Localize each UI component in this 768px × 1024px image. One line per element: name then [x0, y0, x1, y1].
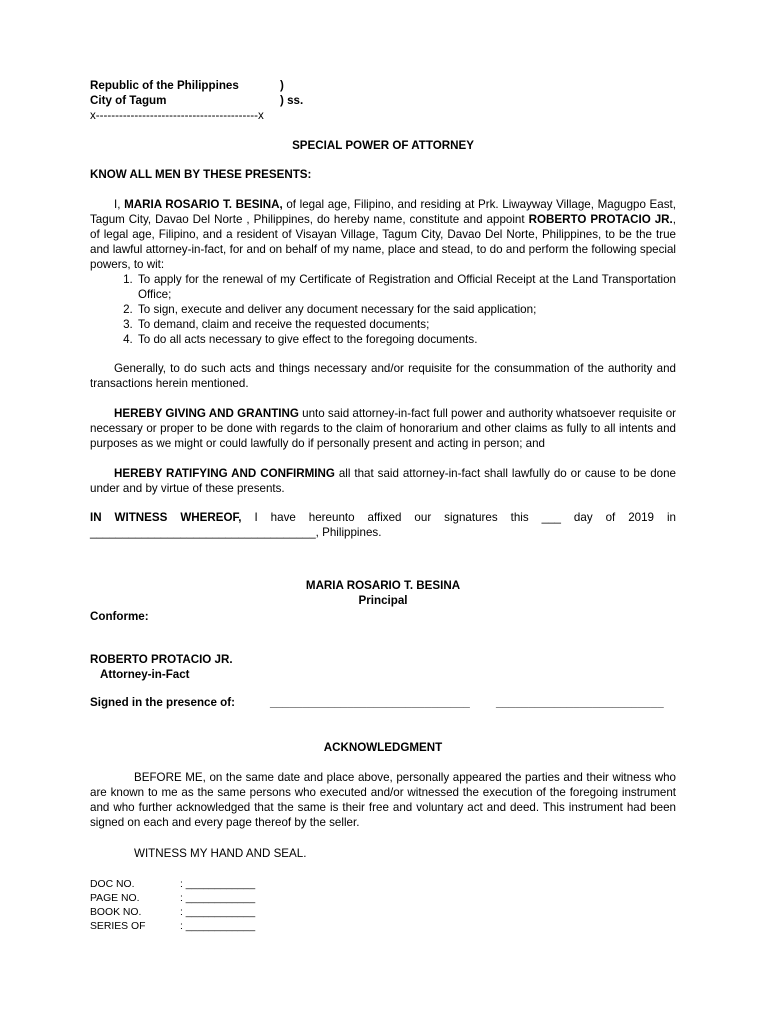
giving-granting-paragraph: HEREBY GIVING AND GRANTING unto said attorney-in-fact full power and authority whatsoever requisite or necessary or proper to be done with regards to the claim of honorarium and other claims as fully to all intents and purposes as we might or could lawfully do if personally present and acting in person; and — [90, 407, 676, 450]
intro-paragraph: I, MARIA ROSARIO T. BESINA, of legal age, Filipino, and residing at Prk. Liwayway Village, Magugpo East, Tagum City, Davao Del Norte , Philippines, do hereby name, constitute and appoint ROBERTO PROTACIO JR., of legal age, Filipino, and a resident of Visayan Village, Tagum City, Davao Del Norte, Philippines, to be the true and lawful attorney-in-fact, for and on behalf of my name, place and stead, to do and perform the following special powers, to wit: — [90, 198, 676, 271]
witness-signature-row — [90, 695, 676, 710]
power-item: 2. To sign, execute and deliver any document necessary for the said application; — [136, 302, 676, 317]
principal-name: MARIA ROSARIO T. BESINA — [305, 579, 461, 592]
attorney-name-inline: ROBERTO PROTACIO JR. — [528, 213, 673, 226]
power-item: 4. To do all acts necessary to give effect to the foregoing documents. — [136, 332, 676, 347]
generally-paragraph: Generally, to do such acts and things necessary and/or requisite for the consummation of the authority and transactions herein mentioned. — [90, 362, 676, 390]
principal-signature-block — [90, 578, 676, 608]
conforme-label: Conforme: — [90, 610, 149, 623]
principal-role: Principal — [358, 594, 408, 607]
book-no-row: BOOK NO. : ____________ — [90, 907, 256, 918]
notarial-register — [90, 878, 676, 934]
doc-no-row: DOC NO. : ____________ — [90, 879, 256, 890]
venue-caption — [90, 78, 676, 123]
acknowledgment-paragraph: BEFORE ME, on the same date and place above, personally appeared the parties and their witness who are known to me as the same persons who executed and/or witnessed the execution of the foregoing instrument and who further acknowledged that the same is their free and voluntary act and deed. This instrument had been signed on each and every page thereof by the seller. — [90, 771, 676, 829]
hand-and-seal: WITNESS MY HAND AND SEAL. — [134, 847, 307, 860]
caption-divider: x------------------------------------------x — [90, 109, 264, 122]
witness-line-2: __________________________ — [496, 696, 664, 709]
caption-line-city: City of Tagum ) ss. — [90, 94, 304, 107]
presence-label: Signed in the presence of: — [90, 696, 235, 709]
principal-name-inline: MARIA ROSARIO T. BESINA, — [124, 198, 283, 211]
document-title: SPECIAL POWER OF ATTORNEY — [292, 139, 474, 152]
series-of-row: SERIES OF : ____________ — [90, 921, 256, 932]
acknowledgment-title: ACKNOWLEDGMENT — [323, 741, 443, 754]
special-powers-list — [90, 272, 676, 347]
attorney-signature-block — [90, 652, 676, 682]
witness-whereof-paragraph: IN WITNESS WHEREOF, I have hereunto affixed our signatures this ___ day of 2019 in ___________________________________, Philippines. — [90, 511, 676, 539]
document-page — [90, 78, 676, 934]
attorney-role: Attorney-in-Fact — [100, 668, 190, 681]
power-item: 3. To demand, claim and receive the requested documents; — [136, 317, 676, 332]
know-all-men: KNOW ALL MEN BY THESE PRESENTS: — [90, 168, 312, 181]
power-item: 1. To apply for the renewal of my Certificate of Registration and Official Receipt at the Land Transportation Office; — [136, 272, 676, 302]
ratifying-paragraph: HEREBY RATIFYING AND CONFIRMING all that said attorney-in-fact shall lawfully do or cause to be done under and by virtue of these presents. — [90, 467, 676, 495]
page-no-row: PAGE NO. : ____________ — [90, 893, 256, 904]
caption-line-republic: Republic of the Philippines ) — [90, 79, 284, 92]
attorney-name: ROBERTO PROTACIO JR. — [90, 653, 233, 666]
witness-line-1: _______________________________ — [270, 696, 470, 709]
